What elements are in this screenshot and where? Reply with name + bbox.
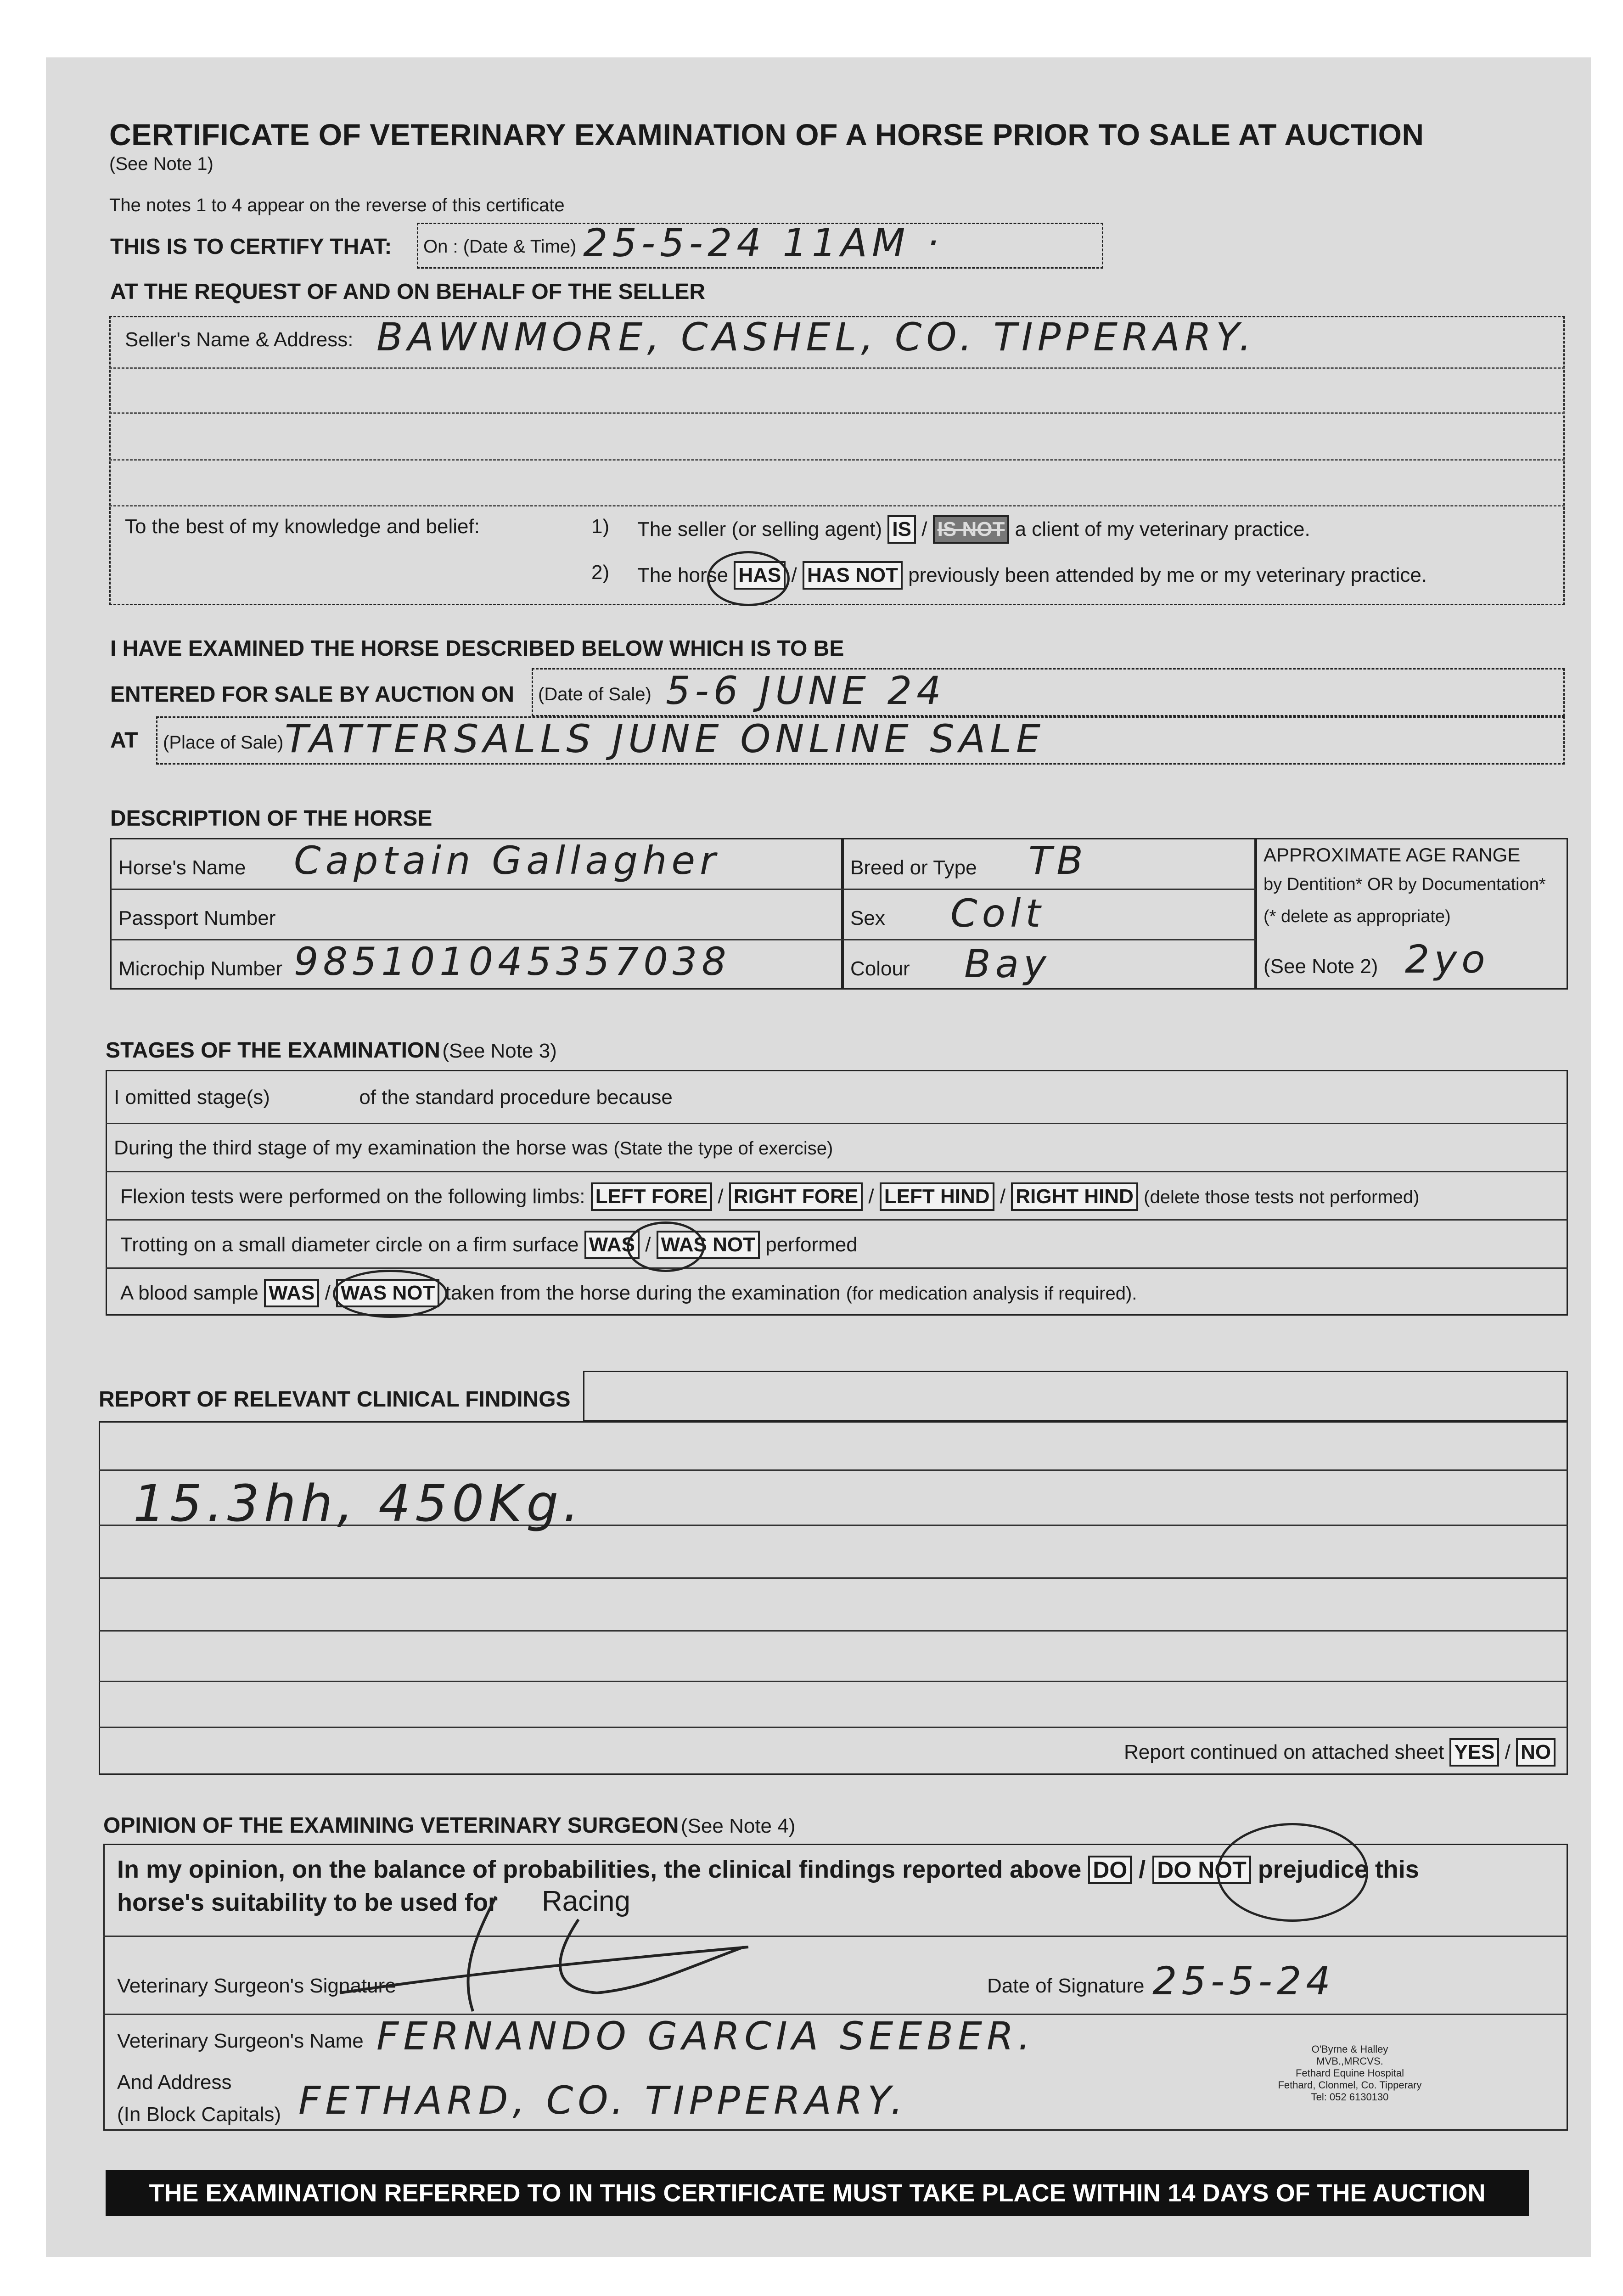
trot-was-circle-mark bbox=[627, 1221, 705, 1272]
item1-row: The seller (or selling agent) IS / IS NOT a client of my veterinary practice. bbox=[637, 515, 1310, 544]
third-stage-row: During the third stage of my examination the horse was (State the type of exercise) bbox=[114, 1137, 833, 1159]
has-not-option[interactable]: HAS NOT bbox=[803, 561, 903, 590]
do-not-option[interactable]: DO NOT bbox=[1152, 1856, 1251, 1884]
datetime-value: 25-5-24 11AM · bbox=[583, 220, 943, 265]
do-option[interactable]: DO bbox=[1088, 1856, 1132, 1884]
breed-value: TB bbox=[1028, 838, 1088, 883]
sex-label: Sex bbox=[850, 907, 885, 929]
trot-was-not-option[interactable]: WAS NOT bbox=[657, 1231, 760, 1259]
signature-label: Veterinary Surgeon's Signature bbox=[117, 1975, 396, 1997]
is-option[interactable]: IS bbox=[887, 515, 916, 544]
age-by: by Dentition* OR by Documentation* bbox=[1264, 875, 1546, 894]
report-heading: REPORT OF RELEVANT CLINICAL FINDINGS bbox=[99, 1387, 571, 1412]
passport-label: Passport Number bbox=[118, 907, 276, 929]
has-option[interactable]: HAS bbox=[734, 561, 786, 590]
left-hind-option[interactable]: LEFT HIND bbox=[880, 1182, 994, 1211]
age-heading: APPROXIMATE AGE RANGE bbox=[1264, 844, 1521, 866]
trot-row: Trotting on a small diameter circle on a firm surface WAS / WAS NOT performed bbox=[120, 1231, 858, 1259]
blood-row: A blood sample WAS / WAS NOT taken from the horse during the examination (for medication analysis if required). bbox=[120, 1279, 1137, 1307]
item2-row: The horse HAS / HAS NOT previously been attended by me or my veterinary practice. bbox=[637, 561, 1427, 590]
breed-label: Breed or Type bbox=[850, 856, 977, 879]
footer-banner: THE EXAMINATION REFERRED TO IN THIS CERTIFICATE MUST TAKE PLACE WITHIN 14 DAYS OF THE AUCTION bbox=[106, 2170, 1529, 2216]
horse-name-label: Horse's Name bbox=[118, 856, 246, 879]
vet-name-value: FERNANDO GARCIA SEEBER. bbox=[376, 2014, 1035, 2059]
sale-date-value: 5-6 JUNE 24 bbox=[666, 668, 946, 713]
at-label: AT bbox=[110, 728, 138, 753]
flexion-row: Flexion tests were performed on the following limbs: LEFT FORE / RIGHT FORE / LEFT HIND / RIGHT HIND (delete those tests not performed) bbox=[120, 1182, 1419, 1211]
practice-stamp: O'Byrne & Halley MVB.,MRCVS. Fethard Equine Hospital Fethard, Clonmel, Co. Tipperary Tel: 052 6130130 bbox=[1278, 2043, 1422, 2103]
see-note-1: (See Note 1) bbox=[109, 154, 213, 174]
knowledge-label: To the best of my knowledge and belief: bbox=[125, 515, 480, 538]
yes-option[interactable]: YES bbox=[1449, 1738, 1499, 1767]
report-heading-box bbox=[583, 1371, 1568, 1421]
address-label-2: (In Block Capitals) bbox=[117, 2103, 281, 2126]
no-option[interactable]: NO bbox=[1516, 1738, 1556, 1767]
vet-name-label: Veterinary Surgeon's Name bbox=[117, 2030, 364, 2052]
blood-was-not-circle-mark bbox=[333, 1270, 448, 1318]
entered-label: ENTERED FOR SALE BY AUCTION ON bbox=[110, 682, 515, 707]
certificate-title: CERTIFICATE OF VETERINARY EXAMINATION OF A HORSE PRIOR TO SALE AT AUCTION bbox=[109, 118, 1424, 152]
trot-was-option[interactable]: WAS bbox=[584, 1231, 640, 1259]
opinion-use: Racing bbox=[542, 1885, 630, 1917]
sale-place-value: TATTERSALLS JUNE ONLINE SALE bbox=[285, 716, 1045, 761]
right-hind-option[interactable]: RIGHT HIND bbox=[1011, 1182, 1138, 1211]
datetime-label: On : (Date & Time) bbox=[423, 236, 577, 257]
seller-label: Seller's Name & Address: bbox=[125, 328, 354, 351]
opinion-line2: horse's suitability to be used for bbox=[117, 1889, 498, 1916]
do-not-circle-mark bbox=[1217, 1823, 1368, 1922]
left-fore-option[interactable]: LEFT FORE bbox=[591, 1182, 712, 1211]
age-see-note: (See Note 2) bbox=[1264, 955, 1378, 978]
age-value: 2yo bbox=[1405, 937, 1490, 982]
stages-heading: STAGES OF THE EXAMINATION (See Note 3) bbox=[106, 1038, 557, 1063]
continued-row: Report continued on attached sheet YES / NO bbox=[1124, 1738, 1556, 1767]
blood-was-option[interactable]: WAS bbox=[264, 1279, 319, 1307]
is-not-option[interactable]: IS NOT bbox=[933, 515, 1010, 544]
sig-date-value: 25-5-24 bbox=[1152, 1958, 1335, 2003]
sale-date-label: (Date of Sale) bbox=[538, 684, 651, 704]
vet-address-value: FETHARD, CO. TIPPERARY. bbox=[298, 2078, 908, 2123]
right-fore-option[interactable]: RIGHT FORE bbox=[729, 1182, 863, 1211]
colour-value: Bay bbox=[964, 941, 1051, 986]
horse-name-value: Captain Gallagher bbox=[294, 838, 720, 883]
age-delete-note: (* delete as appropriate) bbox=[1264, 907, 1451, 926]
microchip-label: Microchip Number bbox=[118, 957, 282, 980]
microchip-value: 985101045357038 bbox=[294, 939, 731, 984]
omitted-row: I omitted stage(s) of the standard procedure because bbox=[114, 1086, 673, 1109]
sale-place-label: (Place of Sale) bbox=[163, 732, 284, 753]
item2-number: 2) bbox=[591, 561, 610, 584]
opinion-line1: In my opinion, on the balance of probabilities, the clinical findings reported above DO / DO NOT prejudice this bbox=[117, 1856, 1419, 1883]
seller-address: BAWNMORE, CASHEL, CO. TIPPERARY. bbox=[376, 315, 1256, 360]
report-finding: 15.3hh, 450Kg. bbox=[133, 1474, 584, 1533]
description-heading: DESCRIPTION OF THE HORSE bbox=[110, 806, 432, 831]
notes-line: The notes 1 to 4 appear on the reverse of this certificate bbox=[109, 195, 565, 215]
has-circle-mark bbox=[707, 551, 790, 606]
blood-was-not-option[interactable]: WAS NOT bbox=[336, 1279, 439, 1307]
colour-label: Colour bbox=[850, 957, 910, 980]
item1-number: 1) bbox=[591, 515, 610, 538]
request-label: AT THE REQUEST OF AND ON BEHALF OF THE SELLER bbox=[110, 280, 705, 304]
examined-label: I HAVE EXAMINED THE HORSE DESCRIBED BELOW WHICH IS TO BE bbox=[110, 636, 844, 661]
sex-value: Colt bbox=[950, 891, 1045, 936]
sig-date-label: Date of Signature bbox=[987, 1975, 1145, 1997]
signature-scribble bbox=[321, 1878, 781, 2016]
certify-label: THIS IS TO CERTIFY THAT: bbox=[110, 235, 392, 259]
address-label-1: And Address bbox=[117, 2071, 232, 2093]
opinion-heading: OPINION OF THE EXAMINING VETERINARY SURGEON (See Note 4) bbox=[103, 1813, 796, 1838]
